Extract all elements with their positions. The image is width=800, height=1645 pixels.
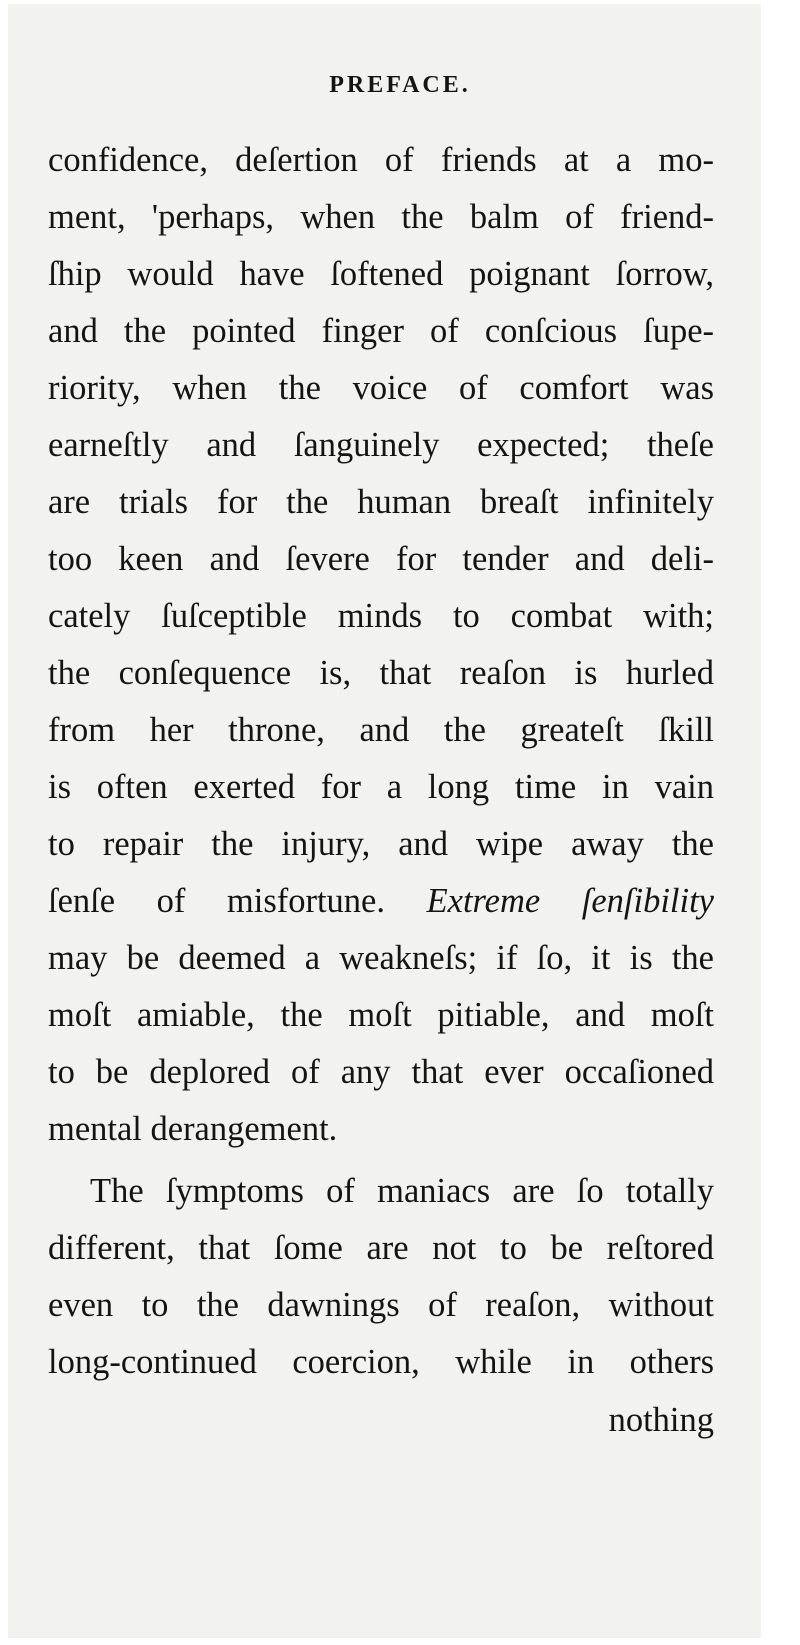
paragraph-first-line: The ſymptoms of maniacs are ſo totally <box>90 1172 714 1210</box>
text-line: the conſequence is, that reaſon is hurled <box>48 654 714 692</box>
text-line: may be deemed a weakneſs; if ſo, it is the <box>48 939 714 977</box>
text-line <box>48 881 714 921</box>
text-line: and the pointed finger of conſcious ſupe- <box>48 312 714 350</box>
text-line: even to the dawnings of reaſon, without <box>48 1286 714 1324</box>
text-line: are trials for the human breaſt infinitely <box>48 483 714 521</box>
running-header: PREFACE. <box>329 72 471 98</box>
text-line: cately ſuſceptible minds to combat with; <box>48 597 714 635</box>
text-line: ſhip would have ſoftened poignant ſorrow, <box>48 255 714 293</box>
text-line: mental derangement. <box>48 1110 338 1148</box>
text-line: too keen and ſevere for tender and deli- <box>48 540 714 578</box>
text-line: earneſtly and ſanguinely expected; theſe <box>48 426 714 464</box>
text-line: riority, when the voice of comfort was <box>48 369 714 407</box>
text-line: from her throne, and the greateſt ſkill <box>48 711 714 749</box>
text-line: moſt amiable, the moſt pitiable, and moſt <box>48 996 714 1034</box>
catchword: nothing <box>608 1401 714 1439</box>
text-line: long-continued coercion, while in others <box>48 1343 714 1381</box>
text-line: different, that ſome are not to be reſtored <box>48 1229 714 1267</box>
text-line: confidence, deſertion of friends at a mo- <box>48 141 714 179</box>
page <box>8 4 761 1638</box>
text-line: to be deplored of any that ever occaſioned <box>48 1053 714 1091</box>
text-segment: ſenſe of misfortune. <box>48 882 385 920</box>
text-line: to repair the injury, and wipe away the <box>48 825 714 863</box>
text-line: ment, 'perhaps, when the balm of friend- <box>48 198 714 236</box>
italic-phrase: Extreme ſenſibility <box>426 882 714 920</box>
text-line: is often exerted for a long time in vain <box>48 768 714 806</box>
